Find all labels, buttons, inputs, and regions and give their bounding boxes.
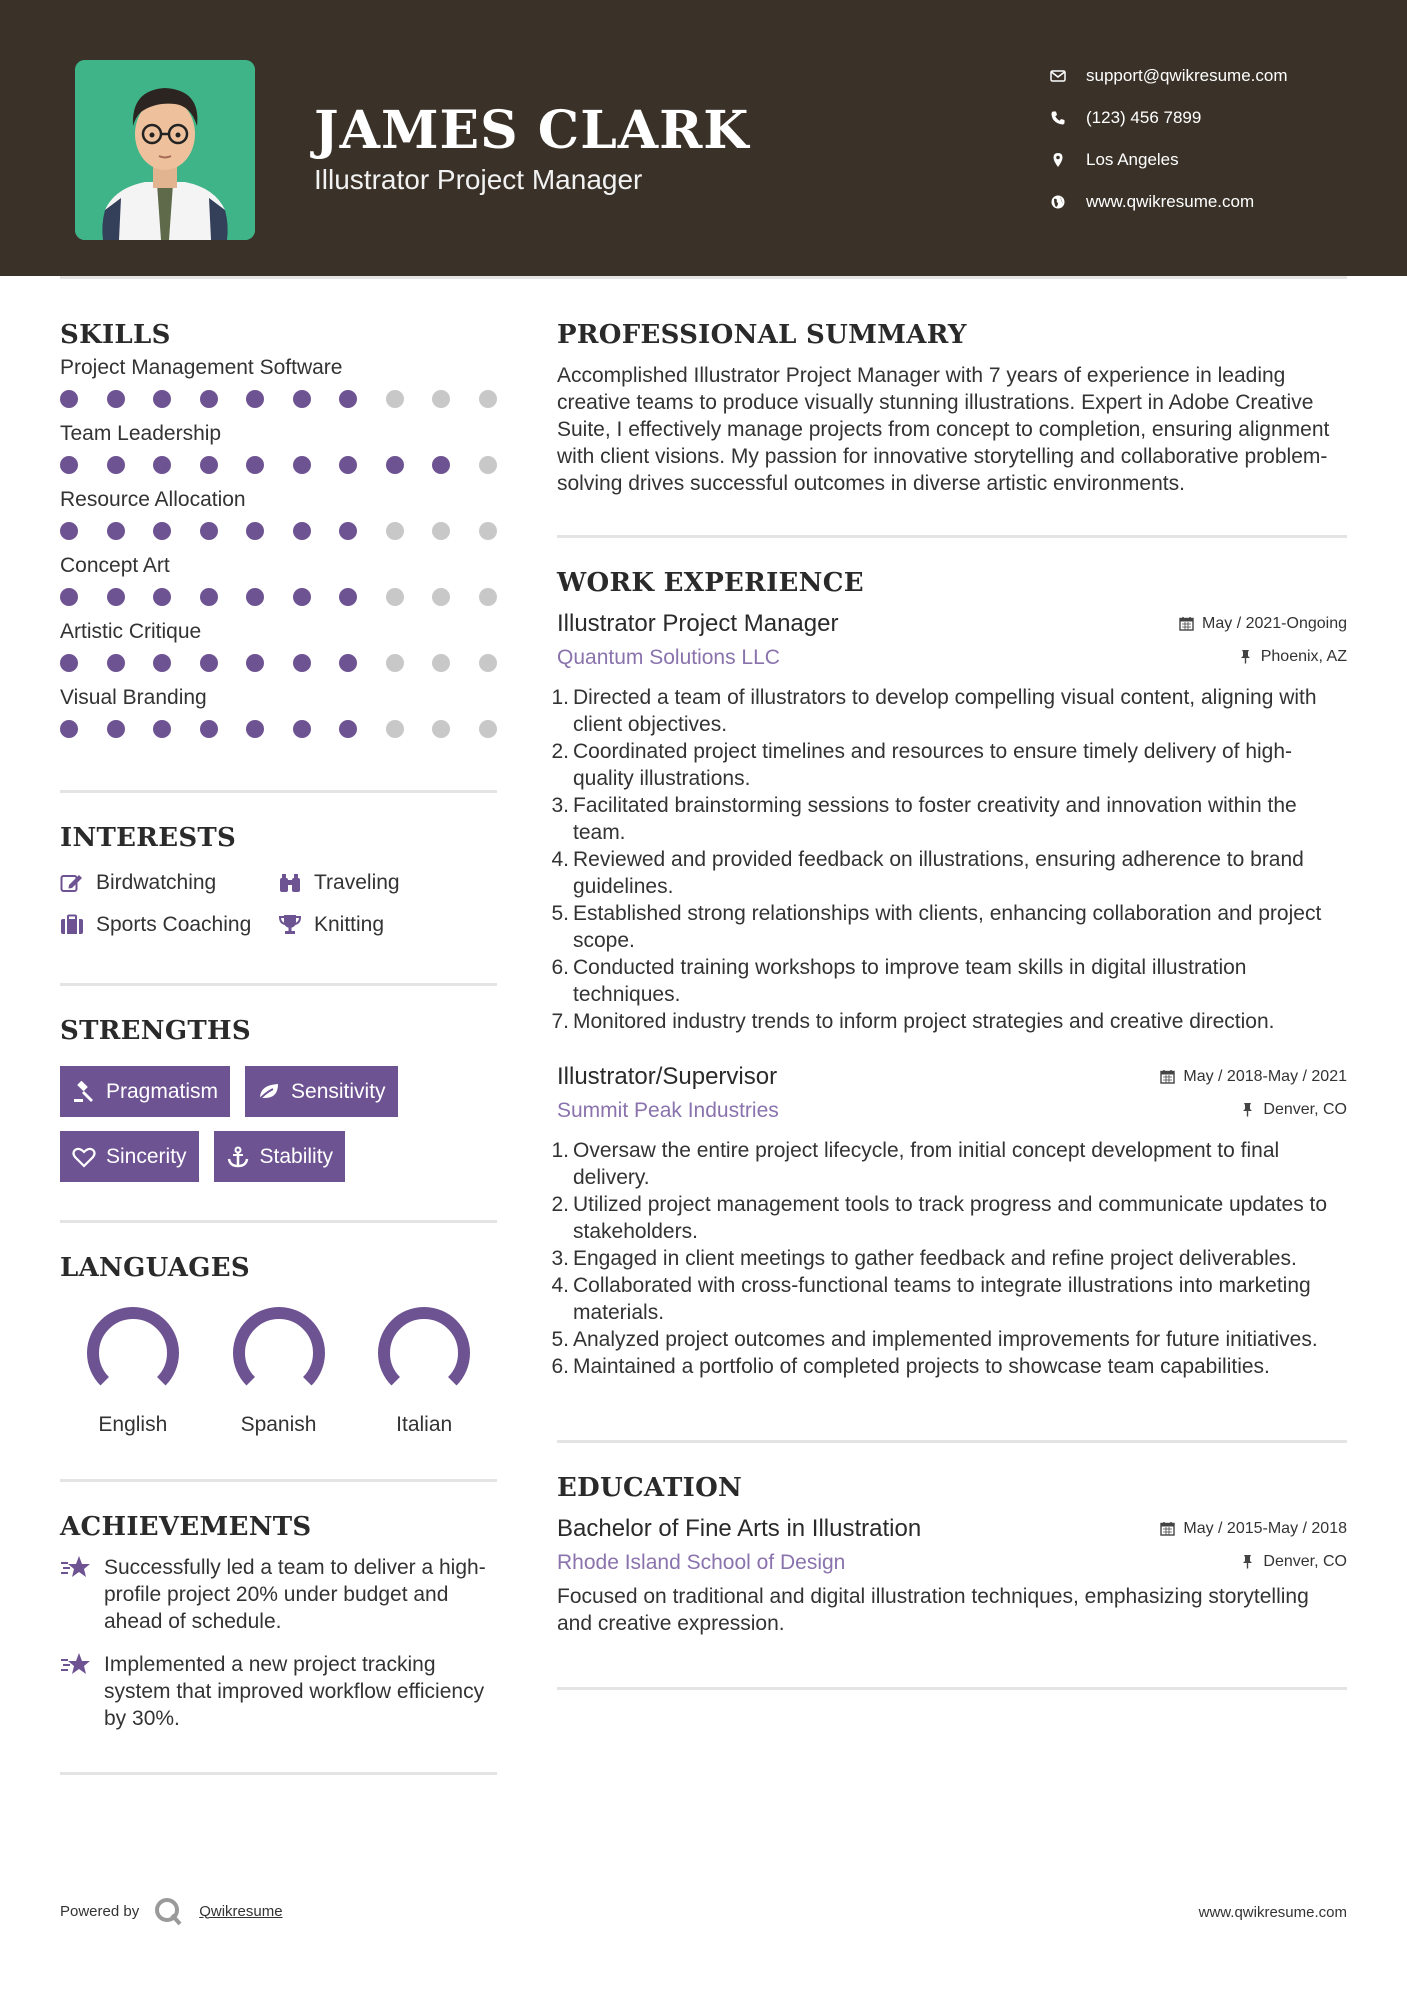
- anchor-icon: [226, 1146, 250, 1168]
- left-column: [60, 320, 497, 1775]
- rating-dot-filled: [153, 654, 171, 672]
- rating-dot-filled: [293, 522, 311, 540]
- contact-email[interactable]: [1050, 55, 1288, 97]
- right-column: [551, 320, 1347, 1690]
- rating-dot-filled: [107, 720, 125, 738]
- strength-label: Pragmatism: [106, 1079, 219, 1103]
- responsibility-item: [551, 1272, 1347, 1326]
- section-divider: [60, 790, 497, 793]
- section-divider: [60, 1772, 497, 1775]
- rating-dot-filled: [107, 522, 125, 540]
- list-number: 5.: [551, 902, 569, 925]
- rating-dot-filled: [200, 720, 218, 738]
- profile-photo: [75, 60, 255, 240]
- interest-item: [278, 913, 478, 937]
- calendar-icon: [1160, 1521, 1175, 1536]
- rating-dot-filled: [107, 390, 125, 408]
- rating-dot-filled: [60, 390, 78, 408]
- rating-dot-filled: [246, 588, 264, 606]
- list-number: 5.: [551, 1328, 569, 1351]
- responsibility-text: Utilized project management tools to track progress and communicate updates to stakeholders.: [573, 1193, 1328, 1243]
- rating-dot-empty: [386, 522, 404, 540]
- skill-name: Project Management Software: [60, 356, 343, 379]
- rating-dot-filled: [200, 522, 218, 540]
- strengths-list: [60, 1066, 497, 1182]
- skill-name: Artistic Critique: [60, 620, 202, 643]
- responsibility-item: [551, 954, 1347, 1008]
- company-name: Quantum Solutions LLC: [557, 646, 780, 669]
- rating-dot-filled: [293, 456, 311, 474]
- responsibility-text: Established strong relationships with clients, enhancing collaboration and project scope.: [573, 902, 1322, 952]
- responsibility-text: Engaged in client meetings to gather feedback and refine project deliverables.: [573, 1247, 1297, 1270]
- skill-name: Team Leadership: [60, 422, 222, 445]
- rating-dot-empty: [479, 720, 497, 738]
- responsibility-item: [551, 1008, 1347, 1035]
- rating-dot-empty: [432, 522, 450, 540]
- rating-dot-filled: [246, 390, 264, 408]
- skill-item: [60, 686, 497, 738]
- job-entry: [551, 610, 1347, 1035]
- interest-item: [60, 913, 278, 937]
- responsibility-text: Coordinated project timelines and resources to ensure timely delivery of high-quality illustrations.: [573, 740, 1293, 790]
- section-divider: [60, 983, 497, 986]
- rating-dot-filled: [107, 588, 125, 606]
- rating-dot-filled: [339, 720, 357, 738]
- list-number: 6.: [551, 956, 569, 979]
- interest-label: Sports Coaching: [96, 913, 252, 936]
- rating-dot-filled: [200, 456, 218, 474]
- skill-item: [60, 356, 497, 408]
- education-location-text: Denver, CO: [1263, 1552, 1347, 1570]
- rating-dot-empty: [432, 654, 450, 672]
- responsibility-item: [551, 1353, 1347, 1380]
- job-dates: [1179, 615, 1347, 633]
- rating-dot-empty: [386, 588, 404, 606]
- responsibility-item: [551, 1326, 1347, 1353]
- rating-dot-filled: [60, 720, 78, 738]
- job-dates-text: May / 2018-May / 2021: [1183, 1067, 1347, 1085]
- rating-dot-filled: [153, 720, 171, 738]
- calendar-icon: [1160, 1069, 1175, 1084]
- language-name: Italian: [396, 1413, 453, 1436]
- rating-dot-empty: [479, 588, 497, 606]
- education-dates: [1160, 1520, 1347, 1538]
- rating-dot-filled: [246, 654, 264, 672]
- rating-dot-filled: [153, 522, 171, 540]
- language-item: [351, 1305, 497, 1437]
- rating-dot-empty: [386, 720, 404, 738]
- section-divider: [60, 1479, 497, 1482]
- job-dates: [1160, 1068, 1347, 1086]
- education-dates-text: May / 2015-May / 2018: [1183, 1519, 1347, 1537]
- rating-dot-filled: [153, 456, 171, 474]
- achievement-text: Implemented a new project tracking system that improved workflow efficiency by 30%.: [104, 1653, 485, 1730]
- star-icon: [60, 1554, 92, 1582]
- pushpin-icon: [1240, 1102, 1255, 1117]
- rating-dot-filled: [339, 588, 357, 606]
- heart-icon: [72, 1146, 96, 1168]
- job-responsibilities: [551, 1137, 1347, 1380]
- summary-title: PROFESSIONAL SUMMARY: [557, 320, 967, 350]
- contact-phone[interactable]: [1050, 97, 1288, 139]
- company-name: Summit Peak Industries: [557, 1099, 779, 1122]
- job-title: Illustrator/Supervisor: [557, 1063, 778, 1090]
- section-divider: [557, 535, 1347, 538]
- list-number: 7.: [551, 1010, 569, 1033]
- contact-website[interactable]: [1050, 181, 1288, 223]
- skill-item: [60, 422, 497, 474]
- language-item: [60, 1305, 206, 1437]
- responsibility-item: [551, 1245, 1347, 1272]
- achievement-item: [60, 1554, 497, 1635]
- skill-name: Visual Branding: [60, 686, 207, 709]
- rating-dot-filled: [60, 654, 78, 672]
- skill-rating: [60, 720, 497, 738]
- candidate-name: JAMES CLARK: [314, 100, 750, 161]
- brand-link[interactable]: Qwikresume: [199, 1902, 283, 1920]
- education-description: Focused on traditional and digital illustration techniques, emphasizing storytelling and creative expression.: [557, 1585, 1309, 1635]
- phone-icon: [1050, 110, 1086, 126]
- rating-dot-empty: [432, 390, 450, 408]
- section-divider: [557, 1687, 1347, 1690]
- rating-dot-filled: [200, 654, 218, 672]
- rating-dot-filled: [432, 456, 450, 474]
- list-number: 4.: [551, 1274, 569, 1297]
- interest-label: Knitting: [314, 913, 385, 936]
- qwikresume-logo-icon: [153, 1896, 183, 1926]
- languages-title: LANGUAGES: [60, 1253, 250, 1283]
- rating-dot-filled: [246, 522, 264, 540]
- interests-title: INTERESTS: [60, 823, 237, 853]
- resume-header: [0, 0, 1407, 276]
- responsibility-text: Collaborated with cross-functional teams to integrate illustrations into marketing materials.: [573, 1274, 1311, 1324]
- rating-dot-filled: [60, 456, 78, 474]
- education-entry: [557, 1515, 1347, 1637]
- rating-dot-empty: [386, 654, 404, 672]
- list-number: 3.: [551, 1247, 569, 1270]
- strength-tag: [214, 1131, 346, 1182]
- responsibility-item: [551, 738, 1347, 792]
- strength-tag: [60, 1066, 230, 1117]
- rating-dot-filled: [246, 720, 264, 738]
- language-item: [206, 1305, 352, 1437]
- rating-dot-filled: [200, 588, 218, 606]
- rating-dot-filled: [293, 588, 311, 606]
- skill-rating: [60, 654, 497, 672]
- strength-label: Stability: [259, 1144, 334, 1168]
- language-proficiency-ring: [85, 1305, 181, 1401]
- list-number: 3.: [551, 794, 569, 817]
- trophy-icon: [278, 914, 302, 936]
- rating-dot-filled: [153, 390, 171, 408]
- pushpin-icon: [1238, 649, 1253, 664]
- interest-label: Traveling: [314, 871, 400, 894]
- rating-dot-filled: [200, 390, 218, 408]
- interest-item: [278, 871, 478, 895]
- achievements-title: ACHIEVEMENTS: [60, 1512, 312, 1542]
- contact-email-text: support@qwikresume.com: [1086, 66, 1288, 85]
- responsibility-item: [551, 684, 1347, 738]
- skill-item: [60, 554, 497, 606]
- skill-rating: [60, 588, 497, 606]
- list-number: 4.: [551, 848, 569, 871]
- list-number: 2.: [551, 1193, 569, 1216]
- rating-dot-empty: [479, 456, 497, 474]
- rating-dot-empty: [479, 654, 497, 672]
- job-location: [1240, 1101, 1347, 1119]
- contact-info: [1050, 55, 1288, 223]
- rating-dot-filled: [293, 654, 311, 672]
- contact-website-text: www.qwikresume.com: [1086, 192, 1255, 211]
- section-divider: [60, 1220, 497, 1223]
- job-location-text: Phoenix, AZ: [1260, 647, 1347, 665]
- skill-item: [60, 488, 497, 540]
- responsibility-item: [551, 1191, 1347, 1245]
- rating-dot-filled: [107, 654, 125, 672]
- binoculars-icon: [278, 872, 302, 894]
- rating-dot-empty: [386, 390, 404, 408]
- skill-rating: [60, 456, 497, 474]
- interest-label: Birdwatching: [96, 871, 217, 894]
- language-name: Spanish: [240, 1413, 317, 1436]
- education-title: EDUCATION: [557, 1473, 743, 1503]
- list-number: 6.: [551, 1355, 569, 1378]
- responsibility-text: Facilitated brainstorming sessions to foster creativity and innovation within the team.: [573, 794, 1297, 844]
- language-proficiency-ring: [376, 1305, 472, 1401]
- footer-powered-by: [60, 1896, 283, 1926]
- gavel-icon: [72, 1081, 96, 1103]
- responsibility-item: [551, 1137, 1347, 1191]
- job-location: [1238, 648, 1347, 666]
- achievement-text: Successfully led a team to deliver a high-profile project 20% under budget and ahead of schedule.: [104, 1556, 486, 1633]
- skill-rating: [60, 390, 497, 408]
- rating-dot-empty: [479, 390, 497, 408]
- rating-dot-filled: [153, 588, 171, 606]
- responsibility-text: Conducted training workshops to improve team skills in digital illustration techniques.: [573, 956, 1247, 1006]
- job-entry: [551, 1063, 1347, 1380]
- list-number: 1.: [551, 686, 569, 709]
- rating-dot-empty: [479, 522, 497, 540]
- candidate-role: Illustrator Project Manager: [314, 164, 643, 195]
- rating-dot-filled: [60, 522, 78, 540]
- rating-dot-filled: [293, 390, 311, 408]
- section-divider: [557, 1440, 1347, 1443]
- responsibility-text: Analyzed project outcomes and implemented improvements for future initiatives.: [573, 1328, 1318, 1351]
- job-dates-text: May / 2021-Ongoing: [1202, 614, 1347, 632]
- list-number: 2.: [551, 740, 569, 763]
- contact-location: [1050, 139, 1288, 181]
- language-name: English: [98, 1413, 168, 1436]
- degree-title: Bachelor of Fine Arts in Illustration: [557, 1515, 922, 1542]
- leaf-icon: [257, 1081, 281, 1103]
- rating-dot-filled: [339, 654, 357, 672]
- responsibility-item: [551, 792, 1347, 846]
- rating-dot-empty: [432, 720, 450, 738]
- rating-dot-filled: [60, 588, 78, 606]
- strength-label: Sincerity: [106, 1144, 187, 1168]
- responsibility-text: Maintained a portfolio of completed projects to showcase team capabilities.: [573, 1355, 1270, 1378]
- languages-list: [60, 1305, 497, 1437]
- education-location: [1240, 1553, 1347, 1571]
- list-number: 1.: [551, 1139, 569, 1162]
- rating-dot-filled: [293, 720, 311, 738]
- rating-dot-filled: [386, 456, 404, 474]
- job-responsibilities: [551, 684, 1347, 1035]
- skills-title: SKILLS: [60, 320, 171, 350]
- envelope-icon: [1050, 68, 1086, 84]
- rating-dot-filled: [339, 390, 357, 408]
- rating-dot-filled: [107, 456, 125, 474]
- calendar-icon: [1179, 616, 1194, 631]
- summary-text: Accomplished Illustrator Project Manager with 7 years of experience in leading creative teams to produce visually stunning illustrations. Expert in Adobe Creative Suite, I effectively manage projects from concept to completion, ensuring alignment with client visions. My passion for innovative storytelling and collaborative problem-solving drives successful outcomes in diverse artistic environments.: [557, 364, 1330, 495]
- powered-by-label: Powered by: [60, 1902, 140, 1920]
- strength-tag: [60, 1131, 199, 1182]
- responsibility-item: [551, 846, 1347, 900]
- pushpin-icon: [1240, 1554, 1255, 1569]
- skill-name: Resource Allocation: [60, 488, 246, 511]
- school-name: Rhode Island School of Design: [557, 1551, 846, 1574]
- responsibility-text: Directed a team of illustrators to develop compelling visual content, aligning with client objectives.: [573, 686, 1317, 736]
- job-location-text: Denver, CO: [1263, 1100, 1347, 1118]
- skill-rating: [60, 522, 497, 540]
- strength-tag: [245, 1066, 398, 1117]
- rating-dot-filled: [246, 456, 264, 474]
- interests-list: [60, 871, 497, 937]
- responsibility-item: [551, 900, 1347, 954]
- responsibility-text: Oversaw the entire project lifecycle, from initial concept development to final delivery.: [573, 1139, 1280, 1189]
- rating-dot-filled: [339, 522, 357, 540]
- responsibility-text: Monitored industry trends to inform project strategies and creative direction.: [573, 1010, 1275, 1033]
- contact-location-text: Los Angeles: [1086, 150, 1179, 169]
- interest-item: [60, 871, 278, 895]
- contact-phone-text: (123) 456 7899: [1086, 108, 1202, 127]
- skill-name: Concept Art: [60, 554, 170, 577]
- experience-title: WORK EXPERIENCE: [557, 568, 864, 598]
- footer-website-link[interactable]: www.qwikresume.com: [1198, 1904, 1347, 1921]
- responsibility-text: Reviewed and provided feedback on illustrations, ensuring adherence to brand guidelines.: [573, 848, 1304, 898]
- location-pin-icon: [1050, 152, 1086, 168]
- header-divider: [60, 276, 1347, 279]
- achievement-item: [60, 1651, 497, 1732]
- skills-list: [60, 356, 497, 738]
- globe-icon: [1050, 194, 1086, 210]
- skill-item: [60, 620, 497, 672]
- edit-icon: [60, 872, 84, 894]
- rating-dot-empty: [432, 588, 450, 606]
- star-icon: [60, 1651, 92, 1679]
- briefcase-icon: [60, 914, 84, 936]
- language-proficiency-ring: [231, 1305, 327, 1401]
- strengths-title: STRENGTHS: [60, 1016, 251, 1046]
- strength-label: Sensitivity: [291, 1079, 386, 1103]
- rating-dot-filled: [339, 456, 357, 474]
- job-title: Illustrator Project Manager: [557, 610, 839, 637]
